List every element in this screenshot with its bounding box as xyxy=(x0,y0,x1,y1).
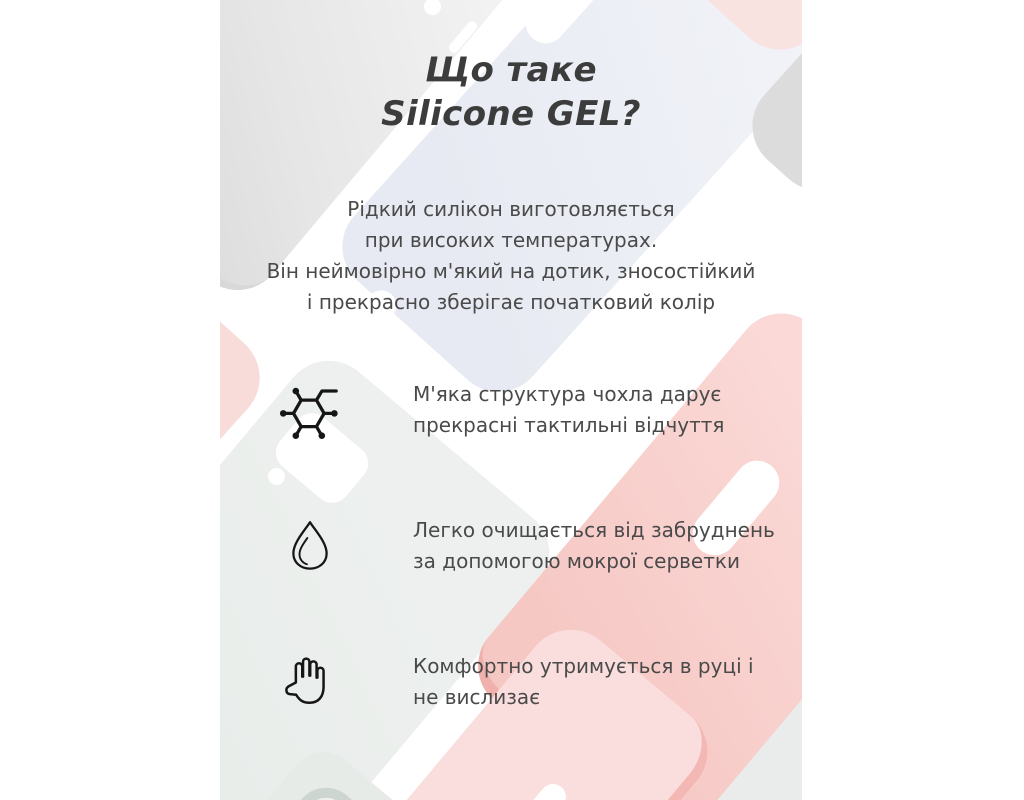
feature-text xyxy=(413,379,724,441)
feature-text xyxy=(413,515,775,577)
feature-1-line-2: прекрасні тактильні відчуття xyxy=(413,413,725,437)
intro-line-2: при високих температурах. xyxy=(364,228,658,252)
content-layer xyxy=(220,0,802,800)
feature-2-line-1: Легко очищається від забруднень xyxy=(413,518,775,542)
feature-3-line-1: Комфортно утримується в руці і xyxy=(413,654,754,678)
feature-3-line-2: не вислизає xyxy=(413,685,541,709)
feature-text xyxy=(413,651,754,713)
intro-paragraph xyxy=(220,194,802,318)
molecule-icon xyxy=(276,374,346,444)
artwork-column xyxy=(220,0,802,800)
title-line-1: Що таке xyxy=(425,50,597,90)
feature-2-line-2: за допомогою мокрої серветки xyxy=(413,549,740,573)
feature-1-line-1: М'яка структура чохла дарує xyxy=(413,382,722,406)
title-line-2: Silicone GEL? xyxy=(381,94,641,134)
intro-line-4: і прекрасно зберігає початковий колір xyxy=(306,290,716,314)
intro-line-1: Рідкий силікон виготовляється xyxy=(347,197,675,221)
water-drop-icon xyxy=(282,516,338,574)
page-title xyxy=(220,48,802,136)
open-hand-icon xyxy=(276,650,338,712)
intro-line-3: Він неймовірно м'який на дотик, зносостійкий xyxy=(266,259,756,283)
